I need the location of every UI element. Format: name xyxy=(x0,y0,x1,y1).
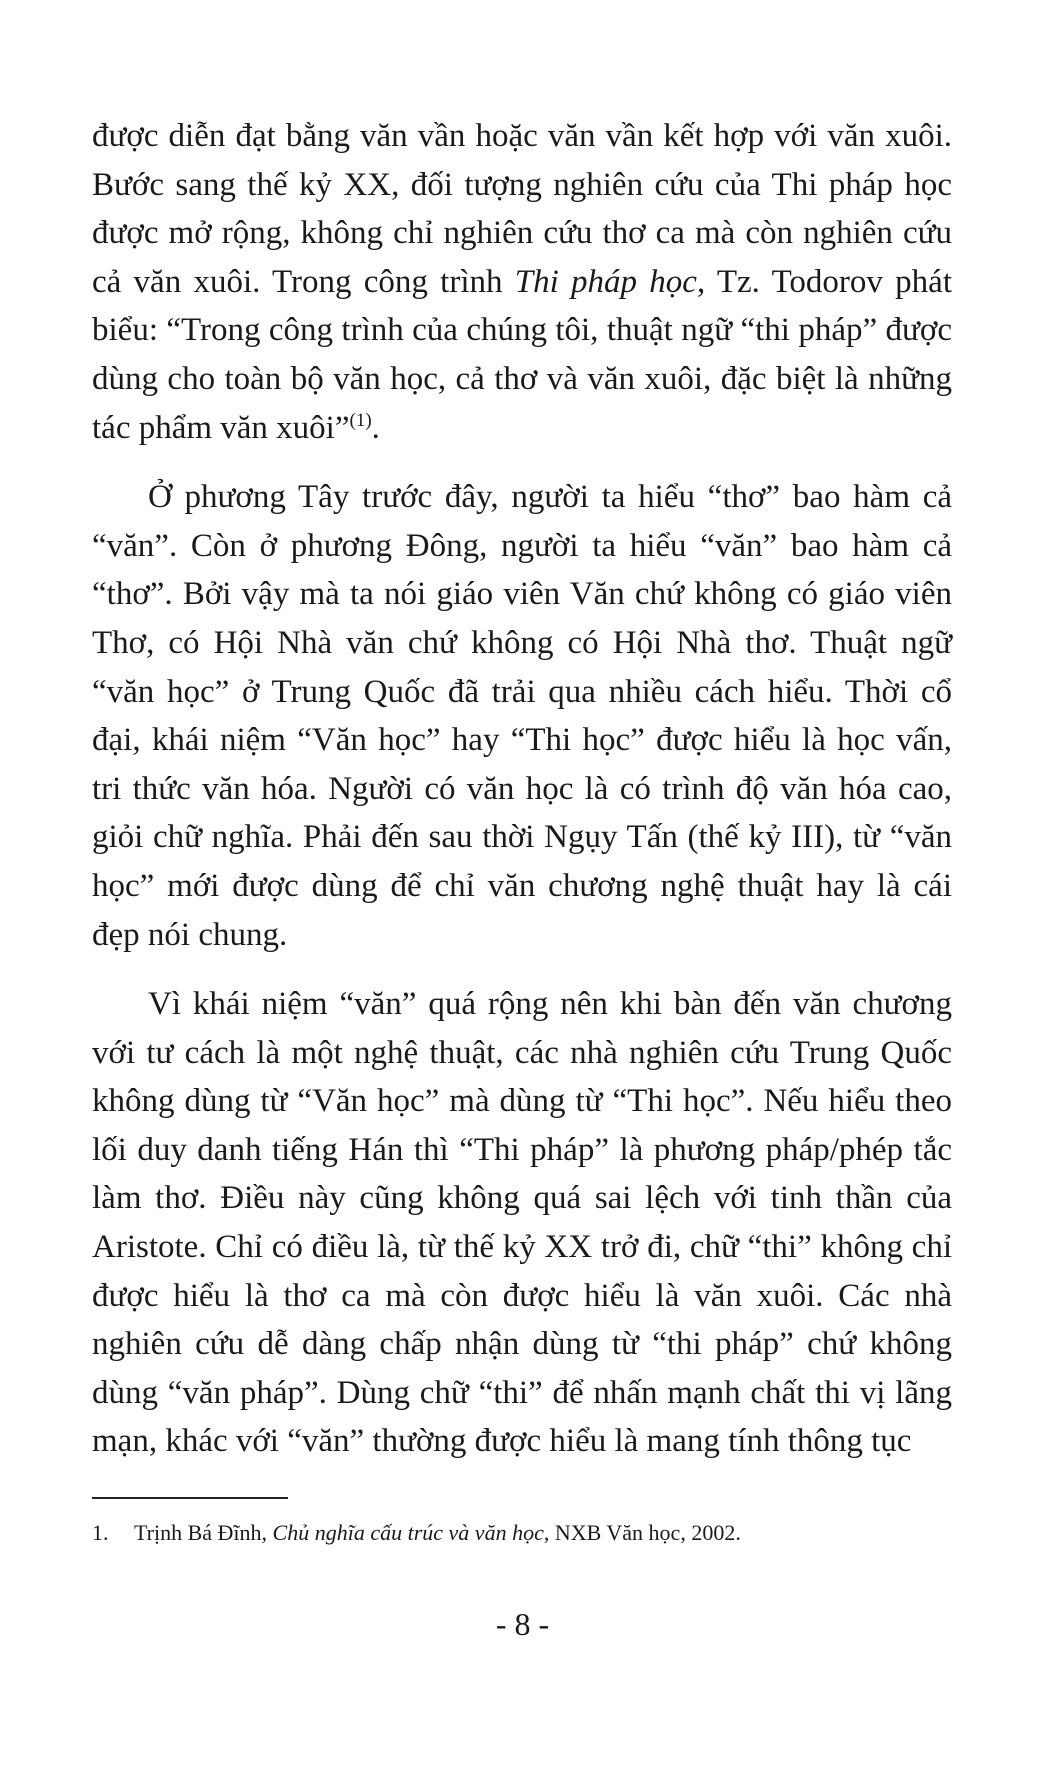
paragraph-1-text-1: được diễn đạt bằng văn vần hoặc văn vần kết hợp với văn xuôi. Bước sang thế kỷ XX, đối tượng nghiên cứu của Thi pháp học được mở rộng, không chỉ nghiên cứu thơ ca mà còn nghiên cứu cả văn xuôi. Trong công trình xyxy=(92,118,952,300)
paragraph-1-text-2: , Tz. Todorov phát biểu: “Trong công trình của chúng tôi, thuật ngữ “thi pháp” được dùng cho toàn bộ văn học, cả thơ và văn xuôi, đặc biệt là những tác phẩm văn xuôi” xyxy=(92,263,952,446)
footnote-text-1: Trịnh Bá Đĩnh, xyxy=(134,1520,273,1545)
paragraph-1-text-3: . xyxy=(371,409,380,446)
footnote xyxy=(92,1518,952,1548)
footnote-divider xyxy=(92,1497,288,1499)
paragraph-2 xyxy=(92,473,952,959)
paragraph-1 xyxy=(92,112,952,452)
footnote-book-title: Chủ nghĩa cấu trúc và văn học xyxy=(272,1520,544,1545)
footnote-text-2: , NXB Văn học, 2002. xyxy=(543,1520,741,1545)
book-title-thi-phap-hoc: Thi pháp học xyxy=(514,263,697,300)
footnote-reference: (1) xyxy=(349,409,372,431)
page-number: - 8 - xyxy=(495,1606,550,1642)
body-text xyxy=(92,112,952,1466)
footnote-number: 1. xyxy=(92,1520,109,1545)
paragraph-3 xyxy=(92,980,952,1466)
paragraph-2-text: Ở phương Tây trước đây, người ta hiểu “thơ” bao hàm cả “văn”. Còn ở phương Đông, người ta hiểu “văn” bao hàm cả “thơ”. Bởi vậy mà ta nói giáo viên Văn chứ không có giáo viên Thơ, có Hội Nhà văn chứ không có Hội Nhà thơ. Thuật ngữ “văn học” ở Trung Quốc đã trải qua nhiều cách hiểu. Thời cổ đại, khái niệm “Văn học” hay “Thi học” được hiểu là học vấn, tri thức văn hóa. Người có văn học là có trình độ văn hóa cao, giỏi chữ nghĩa. Phải đến sau thời Ngụy Tấn (thế kỷ III), từ “văn học” mới được dùng để chỉ văn chương nghệ thuật hay là cái đẹp nói chung. xyxy=(92,479,952,953)
paragraph-3-text: Vì khái niệm “văn” quá rộng nên khi bàn đến văn chương với tư cách là một nghệ thuật, các nhà nghiên cứu Trung Quốc không dùng từ “Văn học” mà dùng từ “Thi học”. Nếu hiểu theo lối duy danh tiếng Hán thì “Thi pháp” là phương pháp/phép tắc làm thơ. Điều này cũng không quá sai lệch với tinh thần của Aristote. Chỉ có điều là, từ thế kỷ XX trở đi, chữ “thi” không chỉ được hiểu là thơ ca mà còn được hiểu là văn xuôi. Các nhà nghiên cứu dễ dàng chấp nhận dùng từ “thi pháp” chứ không dùng “văn pháp”. Dùng chữ “thi” để nhấn mạnh chất thi vị lãng mạn, khác với “văn” thường được hiểu là mang tính thông tục xyxy=(92,986,952,1460)
